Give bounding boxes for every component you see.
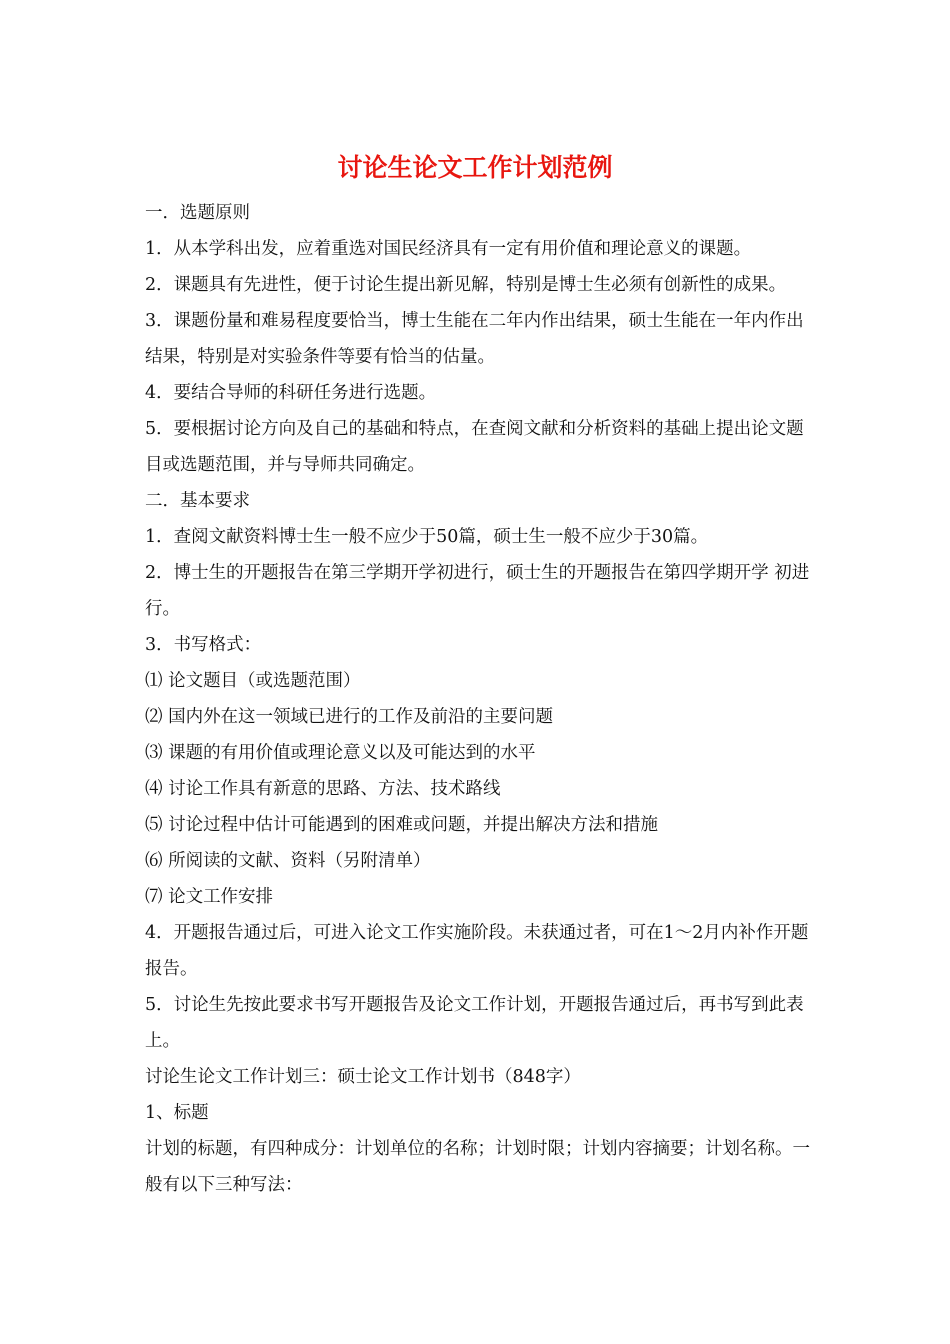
document-title: 讨论生论文工作计划范例 [337, 153, 613, 182]
list-item: ⑸ 讨论过程中估计可能遇到的困难或问题，并提出解决方法和措施 [145, 815, 659, 835]
paragraph: 4．开题报告通过后，可进入论文工作实施阶段。未获通过者，可在1～2月内补作开题报告。 [145, 923, 809, 979]
paragraph: 2．课题具有先进性，便于讨论生提出新见解，特别是博士生必须有创新性的成果。 [145, 275, 787, 295]
document-body [145, 195, 810, 1203]
paragraph: 1．查阅文献资料博士生一般不应少于50篇，硕士生一般不应少于30篇。 [145, 527, 709, 547]
list-item: ⑷ 讨论工作具有新意的思路、方法、技术路线 [145, 779, 501, 799]
list-item: ⑹ 所阅读的文献、资料（另附清单） [145, 851, 431, 871]
paragraph: 3．课题份量和难易程度要恰当，博士生能在二年内作出结果，硕士生能在一年内作出结果，特别是对实验条件等要有恰当的估量。 [145, 311, 804, 367]
paragraph: 5．要根据讨论方向及自己的基础和特点，在查阅文献和分析资料的基础上提出论文题目或选题范围，并与导师共同确定。 [145, 419, 804, 475]
section-heading-1: 一．选题原则 [145, 203, 250, 223]
list-item: ⑺ 论文工作安排 [145, 887, 274, 907]
paragraph: 2．博士生的开题报告在第三学期开学初进行，硕士生的开题报告在第四学期开学 初进行。 [145, 563, 810, 619]
paragraph: 5．讨论生先按此要求书写开题报告及论文工作计划，开题报告通过后，再书写到此表上。 [145, 995, 804, 1051]
subheading: 1、标题 [145, 1103, 209, 1123]
paragraph: 3．书写格式： [145, 635, 262, 655]
list-item: ⑴ 论文题目（或选题范围） [145, 671, 361, 691]
section-heading-2: 二．基本要求 [145, 491, 250, 511]
paragraph: 1．从本学科出发，应着重选对国民经济具有一定有用价值和理论意义的课题。 [145, 239, 752, 259]
paragraph: 4．要结合导师的科研任务进行选题。 [145, 383, 437, 403]
paragraph: 计划的标题，有四种成分：计划单位的名称；计划时限；计划内容摘要；计划名称。一般有以下三种写法： [145, 1139, 810, 1195]
list-item: ⑵ 国内外在这一领域已进行的工作及前沿的主要问题 [145, 707, 554, 727]
section-heading-3: 讨论生论文工作计划三：硕士论文工作计划书（848字） [145, 1067, 581, 1087]
list-item: ⑶ 课题的有用价值或理论意义以及可能达到的水平 [145, 743, 536, 763]
